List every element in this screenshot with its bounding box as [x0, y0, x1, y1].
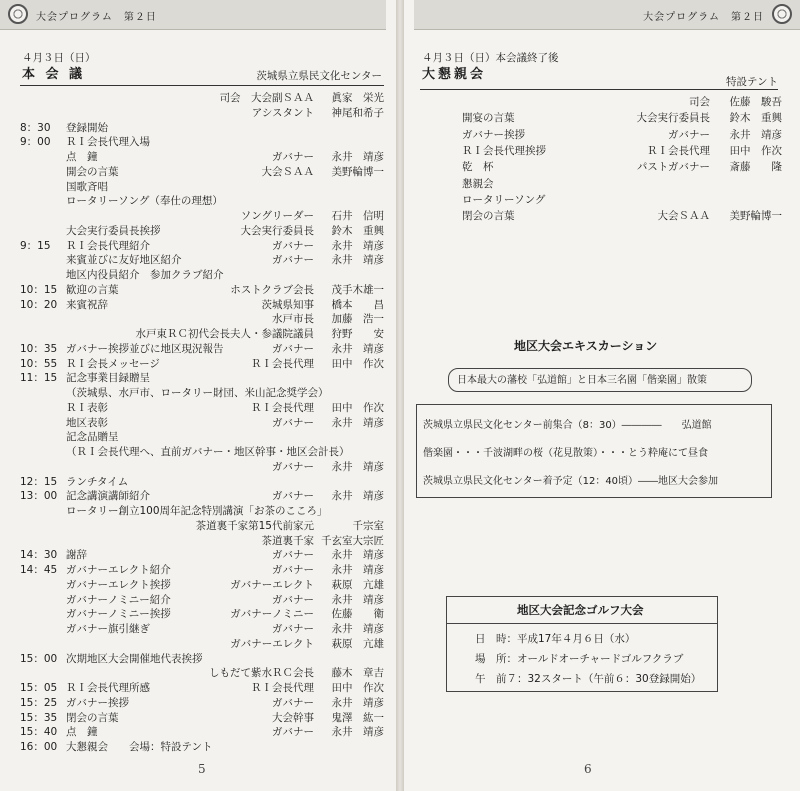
item: 地区表彰 — [66, 416, 108, 429]
role: ソングリーダー — [240, 210, 314, 222]
person: 永井 靖彦 — [331, 490, 384, 503]
person: 永井 靖彦 — [331, 726, 384, 739]
item: ＲＩ会長代理入場 — [66, 136, 150, 149]
role: 大会実行委員長 — [636, 112, 710, 125]
item: 大会実行委員長挨拶 — [66, 224, 161, 237]
role: ホストクラブ会長 — [230, 283, 314, 296]
item: ランチタイム — [66, 475, 129, 488]
page-left — [0, 0, 396, 791]
route-line-2: 偕楽園・・・千波湖畔の桜（花見散策）・・・とう粋庵にて昼食 — [423, 448, 708, 459]
item: 記念品贈呈 — [66, 431, 119, 444]
session-title: 本 会 議 — [22, 67, 86, 82]
person: 美野輪博一 — [729, 210, 782, 223]
person: 狩野 安 — [331, 328, 384, 340]
item: 閉会の言葉 — [66, 711, 119, 724]
item: ＲＩ会長代理紹介 — [66, 239, 150, 252]
item: ガバナーエレクト挨拶 — [66, 578, 171, 591]
person: 茂手木雄一 — [331, 283, 384, 296]
item: 地区内役員紹介 参加クラブ紹介 — [66, 269, 224, 281]
person: 永井 靖彦 — [331, 549, 384, 562]
role: ガバナー — [272, 151, 314, 163]
item: （ＲＩ会長代理へ、直前ガバナー・地区幹事・地区会計長） — [66, 446, 350, 458]
time: 8：30 — [20, 121, 51, 134]
role: ガバナー — [272, 696, 314, 709]
role: ＲＩ会長代理 — [251, 401, 314, 414]
item: ロータリーソング — [462, 193, 546, 206]
item: 点 鐘 — [66, 726, 98, 739]
page-number: 6 — [584, 762, 592, 776]
route-line-3: 茨城県立県民文化センター着予定（12：40頃）――地区大会参加 — [423, 476, 719, 487]
person: 佐藤 衛 — [331, 608, 384, 621]
role: ガバナー — [272, 726, 314, 739]
header-title: 大会プログラム 第２日 — [36, 12, 157, 23]
role: ガバナー — [272, 342, 314, 355]
role: ガバナー — [272, 416, 314, 429]
golf-title-band — [447, 597, 717, 624]
item: 次期地区大会開催地代表挨拶 — [66, 652, 203, 665]
person: 永井 靖彦 — [331, 696, 384, 709]
session-venue: 茨城県立県民文化センター — [256, 70, 382, 82]
item: 閉会の言葉 — [462, 210, 515, 223]
item: ガバナーノミニー挨拶 — [66, 608, 171, 621]
time: 14：30 — [20, 549, 58, 562]
excursion-title: 地区大会エキスカーション — [514, 339, 658, 353]
person: 永井 靖彦 — [331, 342, 384, 355]
person: 田中 作次 — [331, 357, 384, 370]
item: （茨城県、水戸市、ロータリー財団、米山記念奨学会） — [66, 387, 329, 399]
person: 永井 靖彦 — [331, 593, 384, 606]
page-right — [404, 0, 800, 791]
session-date: ４月３日（日） — [22, 52, 96, 64]
page-number: 5 — [198, 762, 206, 776]
role: ガバナー — [272, 549, 314, 562]
role: 大会幹事 — [272, 711, 314, 724]
role: ＲＩ会長代理 — [647, 144, 710, 157]
person: 永井 靖彦 — [331, 239, 384, 252]
item: 懇親会 — [462, 177, 494, 190]
role: ＲＩ会長代理 — [251, 357, 314, 370]
item: ガバナーノミニー紹介 — [66, 593, 171, 606]
person: 萩原 亢雄 — [331, 578, 384, 591]
time: 11：15 — [20, 372, 58, 385]
time: 15：40 — [20, 726, 58, 739]
person: 神尾和希子 — [331, 106, 384, 119]
item: 記念事業目録贈呈 — [66, 372, 150, 385]
header-title: 大会プログラム 第２日 — [643, 12, 764, 23]
item: ガバナー挨拶並びに地区現況報告 — [66, 342, 224, 355]
item: ロータリー創立100周年記念特別講演「お茶のこころ」 — [66, 505, 328, 517]
person: 永井 靖彦 — [729, 128, 782, 141]
role: アシスタント — [251, 106, 314, 119]
item: 来賓並びに友好地区紹介 — [66, 254, 182, 267]
role: 茶道裏千家第15代前家元 — [195, 519, 314, 532]
person: 永井 靖彦 — [331, 623, 384, 635]
item: 開宴の言葉 — [462, 112, 515, 125]
person: 藤木 章吉 — [331, 667, 384, 680]
role: 大会ＳＡＡ — [657, 210, 710, 223]
title-rule — [420, 89, 778, 90]
time: 13：00 — [20, 490, 58, 503]
person: 永井 靖彦 — [331, 254, 384, 267]
golf-box — [446, 596, 718, 692]
time: 12：15 — [20, 475, 58, 488]
item: 大懇親会 会場：特設テント — [66, 741, 213, 753]
golf-start: 午 前７：32スタート（午前６：30登録開始） — [475, 673, 702, 685]
role: ガバナーエレクト — [230, 637, 314, 650]
time: 9：15 — [20, 239, 51, 252]
role: ガバナー — [272, 239, 314, 252]
item: 歓迎の言葉 — [66, 283, 119, 296]
item: ガバナー挨拶 — [462, 128, 525, 141]
item: ＲＩ会長代理所感 — [66, 682, 150, 694]
golf-place: 場 所：オールドオーチャードゴルフクラブ — [475, 653, 684, 665]
person: 田中 作次 — [729, 144, 782, 157]
role: ガバナー — [272, 254, 314, 267]
person: 加藤 浩一 — [331, 313, 384, 326]
person: 千玄室大宗匠 — [321, 534, 384, 547]
role: 水戸市長 — [272, 313, 314, 326]
rotary-emblem-icon — [8, 4, 28, 24]
role: パストガバナー — [636, 161, 710, 174]
book-gutter — [396, 0, 404, 791]
item: ガバナーエレクト紹介 — [66, 564, 171, 576]
item: ＲＩ会長代理挨拶 — [462, 144, 546, 157]
item: 乾 杯 — [462, 161, 494, 174]
party-venue: 特設テント — [726, 76, 778, 88]
time: 15：25 — [20, 696, 58, 709]
time: 9：00 — [20, 136, 51, 149]
role: ガバナーノミニー — [230, 608, 314, 621]
role: しもだて紫水ＲＣ会長 — [209, 667, 314, 680]
time: 15：05 — [20, 682, 58, 694]
person: 眞家 栄光 — [331, 92, 384, 104]
time: 15：00 — [20, 652, 58, 665]
person: 斎藤 隆 — [729, 161, 782, 174]
page-header-right — [414, 0, 800, 30]
person: 美野輪博一 — [331, 165, 384, 178]
role: 司会 大会副ＳＡＡ — [219, 92, 314, 104]
time: 14：45 — [20, 564, 58, 576]
excursion-subtitle-box — [448, 368, 752, 392]
golf-date: 日 時：平成17年４月６日（水） — [475, 633, 636, 645]
role: 茨城県知事 — [261, 298, 314, 311]
time: 10：15 — [20, 283, 58, 296]
route-line-1: 茨城県立県民文化センター前集合（8：30）―――― 弘道館 — [423, 420, 712, 431]
item: 登録開始 — [66, 121, 108, 134]
golf-title: 地区大会記念ゴルフ大会 — [517, 603, 644, 617]
item: 国歌斉唱 — [66, 180, 108, 193]
person: 橋本 昌 — [331, 298, 384, 311]
person: 鈴木 重興 — [331, 224, 384, 237]
role: ガバナーエレクト — [230, 578, 314, 591]
time: 10：20 — [20, 298, 58, 311]
time: 10：55 — [20, 357, 58, 370]
party-date: ４月３日（日）本会議終了後 — [422, 52, 559, 64]
person: 石井 信明 — [331, 210, 384, 222]
role: 大会実行委員長 — [240, 224, 314, 237]
time: 16：00 — [20, 741, 58, 753]
person: 永井 靖彦 — [331, 416, 384, 429]
role: ガバナー — [272, 623, 314, 635]
excursion-subtitle: 日本最大の藩校「弘道館」と日本三名園「偕楽園」散策 — [457, 375, 707, 386]
role: ＲＩ会長代理 — [251, 682, 314, 694]
item: 記念講演講師紹介 — [66, 490, 150, 503]
item: 来賓祝辞 — [66, 298, 108, 311]
role: 茶道裏千家 — [261, 534, 314, 547]
role: 水戸東ＲＣ初代会長夫人・参議院議員 — [135, 328, 314, 340]
item: ガバナー旗引継ぎ — [66, 623, 150, 635]
item: ロータリーソング（奉仕の理想） — [66, 195, 223, 208]
person: 田中 作次 — [331, 401, 384, 414]
item: 謝辞 — [66, 549, 87, 562]
page-header-left — [0, 0, 386, 30]
person: 永井 靖彦 — [331, 564, 384, 576]
role: ガバナー — [272, 564, 314, 576]
role: ガバナー — [272, 593, 314, 606]
role: 大会ＳＡＡ — [261, 165, 314, 178]
person: 千宗室 — [352, 519, 384, 532]
item: 点 鐘 — [66, 151, 98, 163]
item: 開会の言葉 — [66, 165, 119, 178]
person: 鈴木 重興 — [729, 112, 782, 125]
title-rule — [20, 85, 384, 86]
item: ＲＩ表彰 — [66, 401, 108, 414]
role: ガバナー — [668, 128, 710, 141]
party-title: 大懇親会 — [422, 67, 487, 82]
person: 永井 靖彦 — [331, 151, 384, 163]
person: 萩原 亢雄 — [331, 637, 384, 650]
person: 佐藤 駿吾 — [729, 96, 782, 108]
item: ガバナー挨拶 — [66, 696, 129, 709]
time: 10：35 — [20, 342, 58, 355]
time: 15：35 — [20, 711, 58, 724]
rotary-emblem-icon — [772, 4, 792, 24]
role: 司会 — [689, 96, 710, 108]
role: ガバナー — [272, 460, 314, 473]
item: ＲＩ会長メッセージ — [66, 357, 160, 370]
excursion-route-box — [416, 404, 772, 498]
person: 永井 靖彦 — [331, 460, 384, 473]
person: 鬼澤 紘一 — [331, 711, 384, 724]
role: ガバナー — [272, 490, 314, 503]
person: 田中 作次 — [331, 682, 384, 694]
